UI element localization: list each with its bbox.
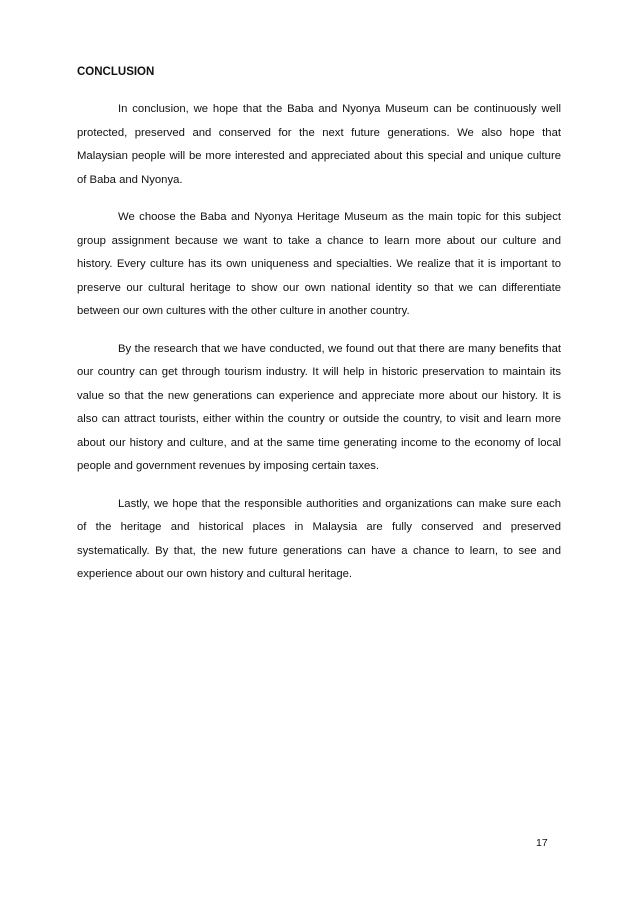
page-content (77, 62, 561, 601)
paragraph-4: Lastly, we hope that the responsible authorities and organizations can make sure each of the heritage and historical places in Malaysia are fully conserved and preserved systematically. By that, the new future generations can have a chance to learn, to see and experience about our own history and cultural heritage. (77, 497, 561, 580)
paragraph-2: We choose the Baba and Nyonya Heritage Museum as the main topic for this subject group assignment because we want to take a chance to learn more about our culture and history. Every culture has its own uniqueness and specialties. We realize that it is important to preserve our cultural heritage to show our own national identity so that we can differentiate between our own cultures with the other culture in another country. (77, 211, 561, 317)
paragraph-3: By the research that we have conducted, we found out that there are many benefits that our country can get through tourism industry. It will help in historic preservation to maintain its value so that the new generations can experience and appreciate more about our history. It is also can attract tourists, either within the country or outside the country, to visit and learn more about our history and culture, and at the same time generating income to the economy of local people and government revenues by imposing certain taxes. (77, 342, 561, 472)
page-number: 17 (536, 837, 548, 849)
section-heading: CONCLUSION (77, 66, 155, 78)
paragraph-1: In conclusion, we hope that the Baba and Nyonya Museum can be continuously well protected, preserved and conserved for the next future generations. We also hope that Malaysian people will be more interested and appreciated about this special and unique culture of Baba and Nyonya. (77, 103, 561, 186)
